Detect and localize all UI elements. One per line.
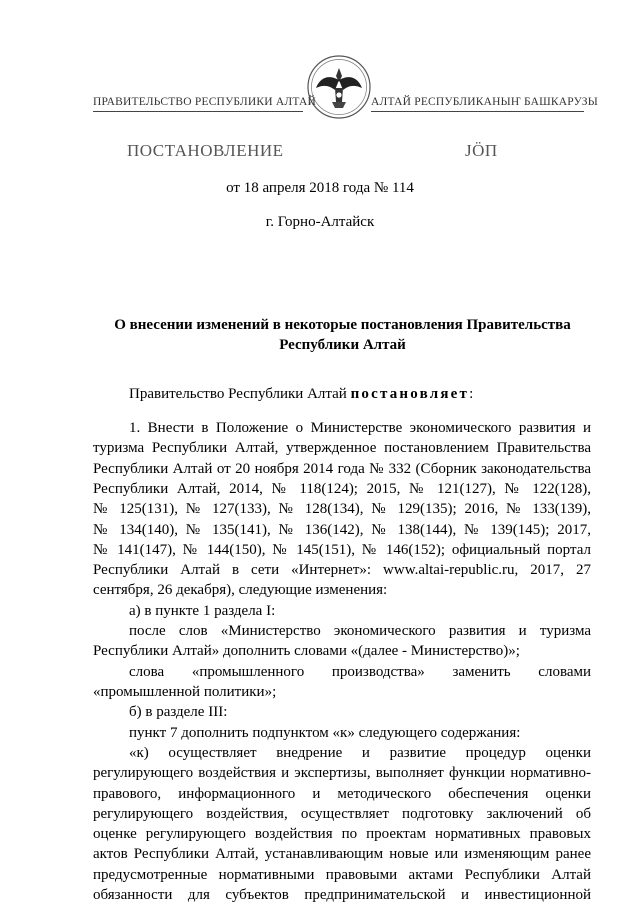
body-line: 1. Внести в Положение о Министерстве экономического развития и [129,420,591,436]
body-line: сентября, 26 декабря), следующие изменения: [93,582,388,599]
body-line: б) в разделе III: [129,704,228,721]
body-line: № 141(147), № 144(150), № 145(151), № 146(152); официальный портал [93,541,591,558]
body-line: «к) осуществляет внедрение и развитие процедур оценки [129,744,591,761]
body-line: Республики Алтай от 20 ноября 2014 года № 332 (Сборник законодательства [93,460,591,477]
body-line: правового, информационного и методического обеспечения оценки [93,785,591,802]
body-line: обязанности для субъектов предпринимательской и инвестиционной [93,887,591,903]
document-title [95,315,590,355]
document-date: от 18 апреля 2018 года № 114 [226,180,414,196]
body-line: предусмотренные нормативными правовыми актами Республики Алтай [93,866,591,883]
body-line: а) в пункте 1 раздела I: [129,602,276,619]
preamble-emphasis: постановляет [350,386,470,402]
header-org-right: АЛТАЙ РЕСПУБЛИКАНЫҤ БАШКАРУЗЫ [371,96,598,108]
preamble-prefix: Правительство Республики Алтай [129,386,351,402]
header-org-left: ПРАВИТЕЛЬСТВО РЕСПУБЛИКИ АЛТАЙ [93,96,317,108]
body-line: после слов «Министерство экономического развития и туризма [129,623,591,639]
republic-altai-emblem-icon [306,54,372,120]
body-line: Республики Алтай» дополнить словами «(далее - Министерство)»; [93,643,520,660]
body-line: № 134(140), № 135(141), № 136(142), № 138(144), № 139(145); 2017, [93,521,591,538]
title-line-2: Республики Алтай [279,337,406,353]
body-line: «промышленной политики»; [93,684,277,700]
header-rule-right [371,111,584,112]
document-city: г. Горно-Алтайск [265,214,375,230]
preamble-suffix: : [469,386,474,402]
body-line: пункт 7 дополнить подпунктом «к» следующего содержания: [129,724,521,741]
header-rule-left [93,111,303,112]
body-line: Республики Алтай в сети «Интернет»: www.altai-republic.ru, 2017, 27 [93,562,591,579]
document-type-altai: JӦП [465,141,498,160]
body-line: № 125(131), № 127(133), № 128(134), № 129(135); 2016, № 133(139), [93,501,591,518]
document-type: ПОСТАНОВЛЕНИЕ [127,141,284,160]
body-line: оценке регулирующего воздействия по проектам нормативных правовых [93,826,591,843]
body-line: актов Республики Алтай, устанавливающим новые или изменяющим ранее [93,846,591,863]
body-line: слова «промышленного производства» заменить словами [129,663,591,680]
body-line: Республики Алтай, 2014, № 118(124); 2015, № 121(127), № 122(128), [93,480,591,497]
body-line: регулирующего воздействия, осуществляет подготовку заключений об [93,805,591,822]
title-line-1: О внесении изменений в некоторые постановления Правительства [114,317,571,333]
body-line: туризма Республики Алтай, утвержденное постановлением Правительства [93,440,591,457]
preamble [129,383,591,405]
body-line: регулирующего воздействия и экспертизы, выполняет функции нормативно- [93,765,591,782]
